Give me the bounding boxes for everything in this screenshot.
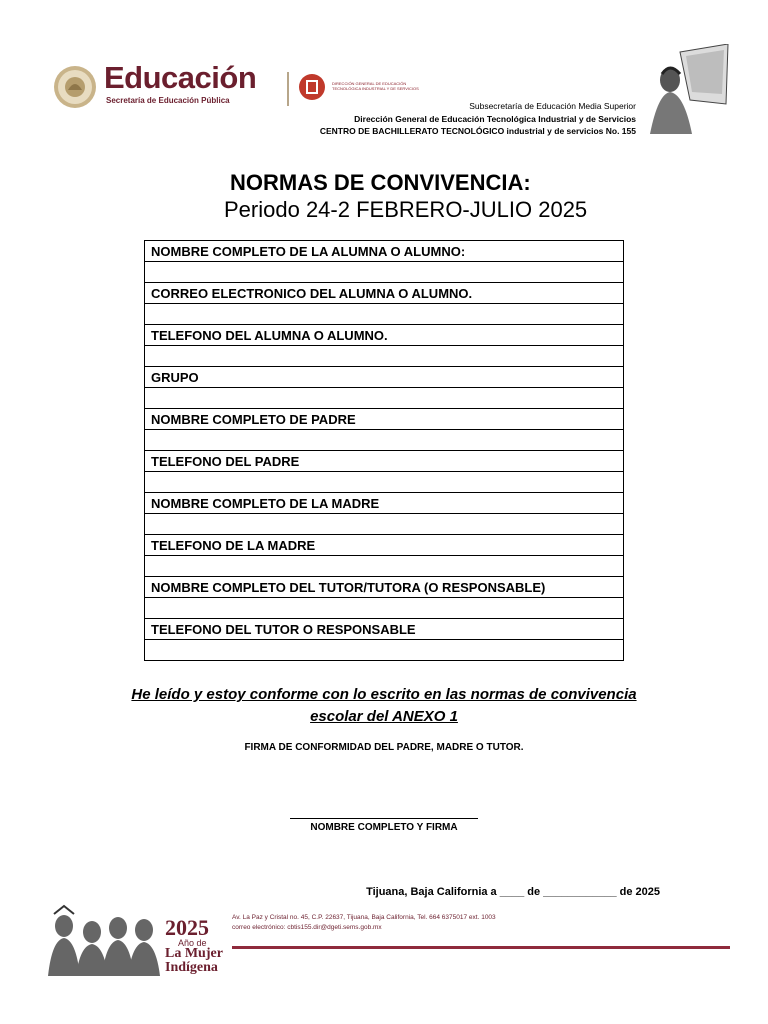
form-input-row bbox=[145, 262, 624, 283]
consent-signature-label: FIRMA DE CONFORMIDAD DEL PADRE, MADRE O TUTOR. bbox=[244, 742, 524, 753]
institution-lines bbox=[320, 100, 636, 138]
year-caption-line-2: La Mujer bbox=[165, 946, 223, 961]
agreement-notice bbox=[0, 684, 768, 728]
form-field-label: CORREO ELECTRONICO DEL ALUMNA O ALUMNO. bbox=[145, 283, 624, 304]
form-field-input[interactable] bbox=[145, 388, 624, 409]
form-input-row bbox=[145, 556, 624, 577]
form-field-label: TELEFONO DEL PADRE bbox=[145, 451, 624, 472]
footer-divider bbox=[232, 946, 730, 949]
form-field-label: NOMBRE COMPLETO DEL TUTOR/TUTORA (O RESPONSABLE) bbox=[145, 577, 624, 598]
form-field-label: TELEFONO DEL TUTOR O RESPONSABLE bbox=[145, 619, 624, 640]
brand-title: Educación bbox=[104, 60, 257, 95]
form-field-input[interactable] bbox=[145, 346, 624, 367]
form-label-row bbox=[145, 241, 624, 262]
footer-address: Av. La Paz y Cristal no. 45, C.P. 22637, Tijuana, Baja California, Tel. 664 6375017 ext. 1003 bbox=[232, 914, 496, 921]
form-field-label: NOMBRE COMPLETO DE LA MADRE bbox=[145, 493, 624, 514]
student-info-table bbox=[144, 240, 624, 661]
form-input-row bbox=[145, 346, 624, 367]
place-date-line: Tijuana, Baja California a ____ de ____________ de 2025 bbox=[366, 886, 660, 898]
document-period: Periodo 24-2 FEBRERO-JULIO 2025 bbox=[224, 197, 588, 222]
form-field-label: GRUPO bbox=[145, 367, 624, 388]
directorate-line: Dirección General de Educación Tecnológica Industrial y de Servicios bbox=[354, 113, 636, 124]
form-label-row bbox=[145, 535, 624, 556]
header-divider bbox=[287, 72, 289, 106]
document-title: NORMAS DE CONVIVENCIA: bbox=[230, 170, 531, 195]
dgeti-logo-icon bbox=[298, 72, 326, 102]
footer-email: correo electrónico: cbtis155.dir@dgeti.sems.gob.mx bbox=[232, 924, 382, 931]
form-label-row bbox=[145, 577, 624, 598]
agreement-line-2: escolar del ANEXO 1 bbox=[310, 708, 458, 725]
form-label-row bbox=[145, 325, 624, 346]
form-label-row bbox=[145, 619, 624, 640]
form-label-row bbox=[145, 451, 624, 472]
form-input-row bbox=[145, 514, 624, 535]
form-label-row bbox=[145, 409, 624, 430]
form-input-row bbox=[145, 304, 624, 325]
form-input-row bbox=[145, 430, 624, 451]
form-field-input[interactable] bbox=[145, 262, 624, 283]
form-field-input[interactable] bbox=[145, 430, 624, 451]
form-field-input[interactable] bbox=[145, 514, 624, 535]
form-field-input[interactable] bbox=[145, 640, 624, 661]
form-input-row bbox=[145, 388, 624, 409]
year-badge: 2025 bbox=[165, 915, 209, 940]
form-label-row bbox=[145, 493, 624, 514]
agreement-line-1: He leído y estoy conforme con lo escrito en las normas de convivencia bbox=[131, 686, 637, 703]
year-caption-line-3: Indígena bbox=[165, 960, 218, 975]
form-field-label: TELEFONO DE LA MADRE bbox=[145, 535, 624, 556]
footer-contact bbox=[232, 913, 496, 933]
form-input-row bbox=[145, 640, 624, 661]
dgeti-logo-text: DIRECCIÓN GENERAL DE EDUCACIÓN TECNOLÓGICA INDUSTRIAL Y DE SERVICIOS bbox=[332, 81, 419, 91]
form-field-label: NOMBRE COMPLETO DE LA ALUMNA O ALUMNO: bbox=[145, 241, 624, 262]
brand-subtitle: Secretaría de Educación Pública bbox=[106, 96, 230, 105]
form-field-label: TELEFONO DEL ALUMNA O ALUMNO. bbox=[145, 325, 624, 346]
form-label-row bbox=[145, 367, 624, 388]
form-field-label: NOMBRE COMPLETO DE PADRE bbox=[145, 409, 624, 430]
signature-line[interactable] bbox=[290, 818, 478, 819]
form-label-row bbox=[145, 283, 624, 304]
indigenous-women-illustration-icon bbox=[44, 904, 162, 976]
sep-seal-icon bbox=[52, 64, 98, 110]
form-field-input[interactable] bbox=[145, 598, 624, 619]
year-caption: Año de bbox=[178, 938, 207, 948]
form-field-input[interactable] bbox=[145, 472, 624, 493]
signature-name-label: NOMBRE COMPLETO Y FIRMA bbox=[310, 822, 458, 833]
form-field-input[interactable] bbox=[145, 304, 624, 325]
form-field-input[interactable] bbox=[145, 556, 624, 577]
form-input-row bbox=[145, 598, 624, 619]
school-line: CENTRO DE BACHILLERATO TECNOLÓGICO industrial y de servicios No. 155 bbox=[319, 126, 636, 136]
undersecretary-line: Subsecretaría de Educación Media Superior bbox=[469, 101, 636, 111]
form-input-row bbox=[145, 472, 624, 493]
flag-woman-illustration-icon bbox=[640, 44, 732, 136]
